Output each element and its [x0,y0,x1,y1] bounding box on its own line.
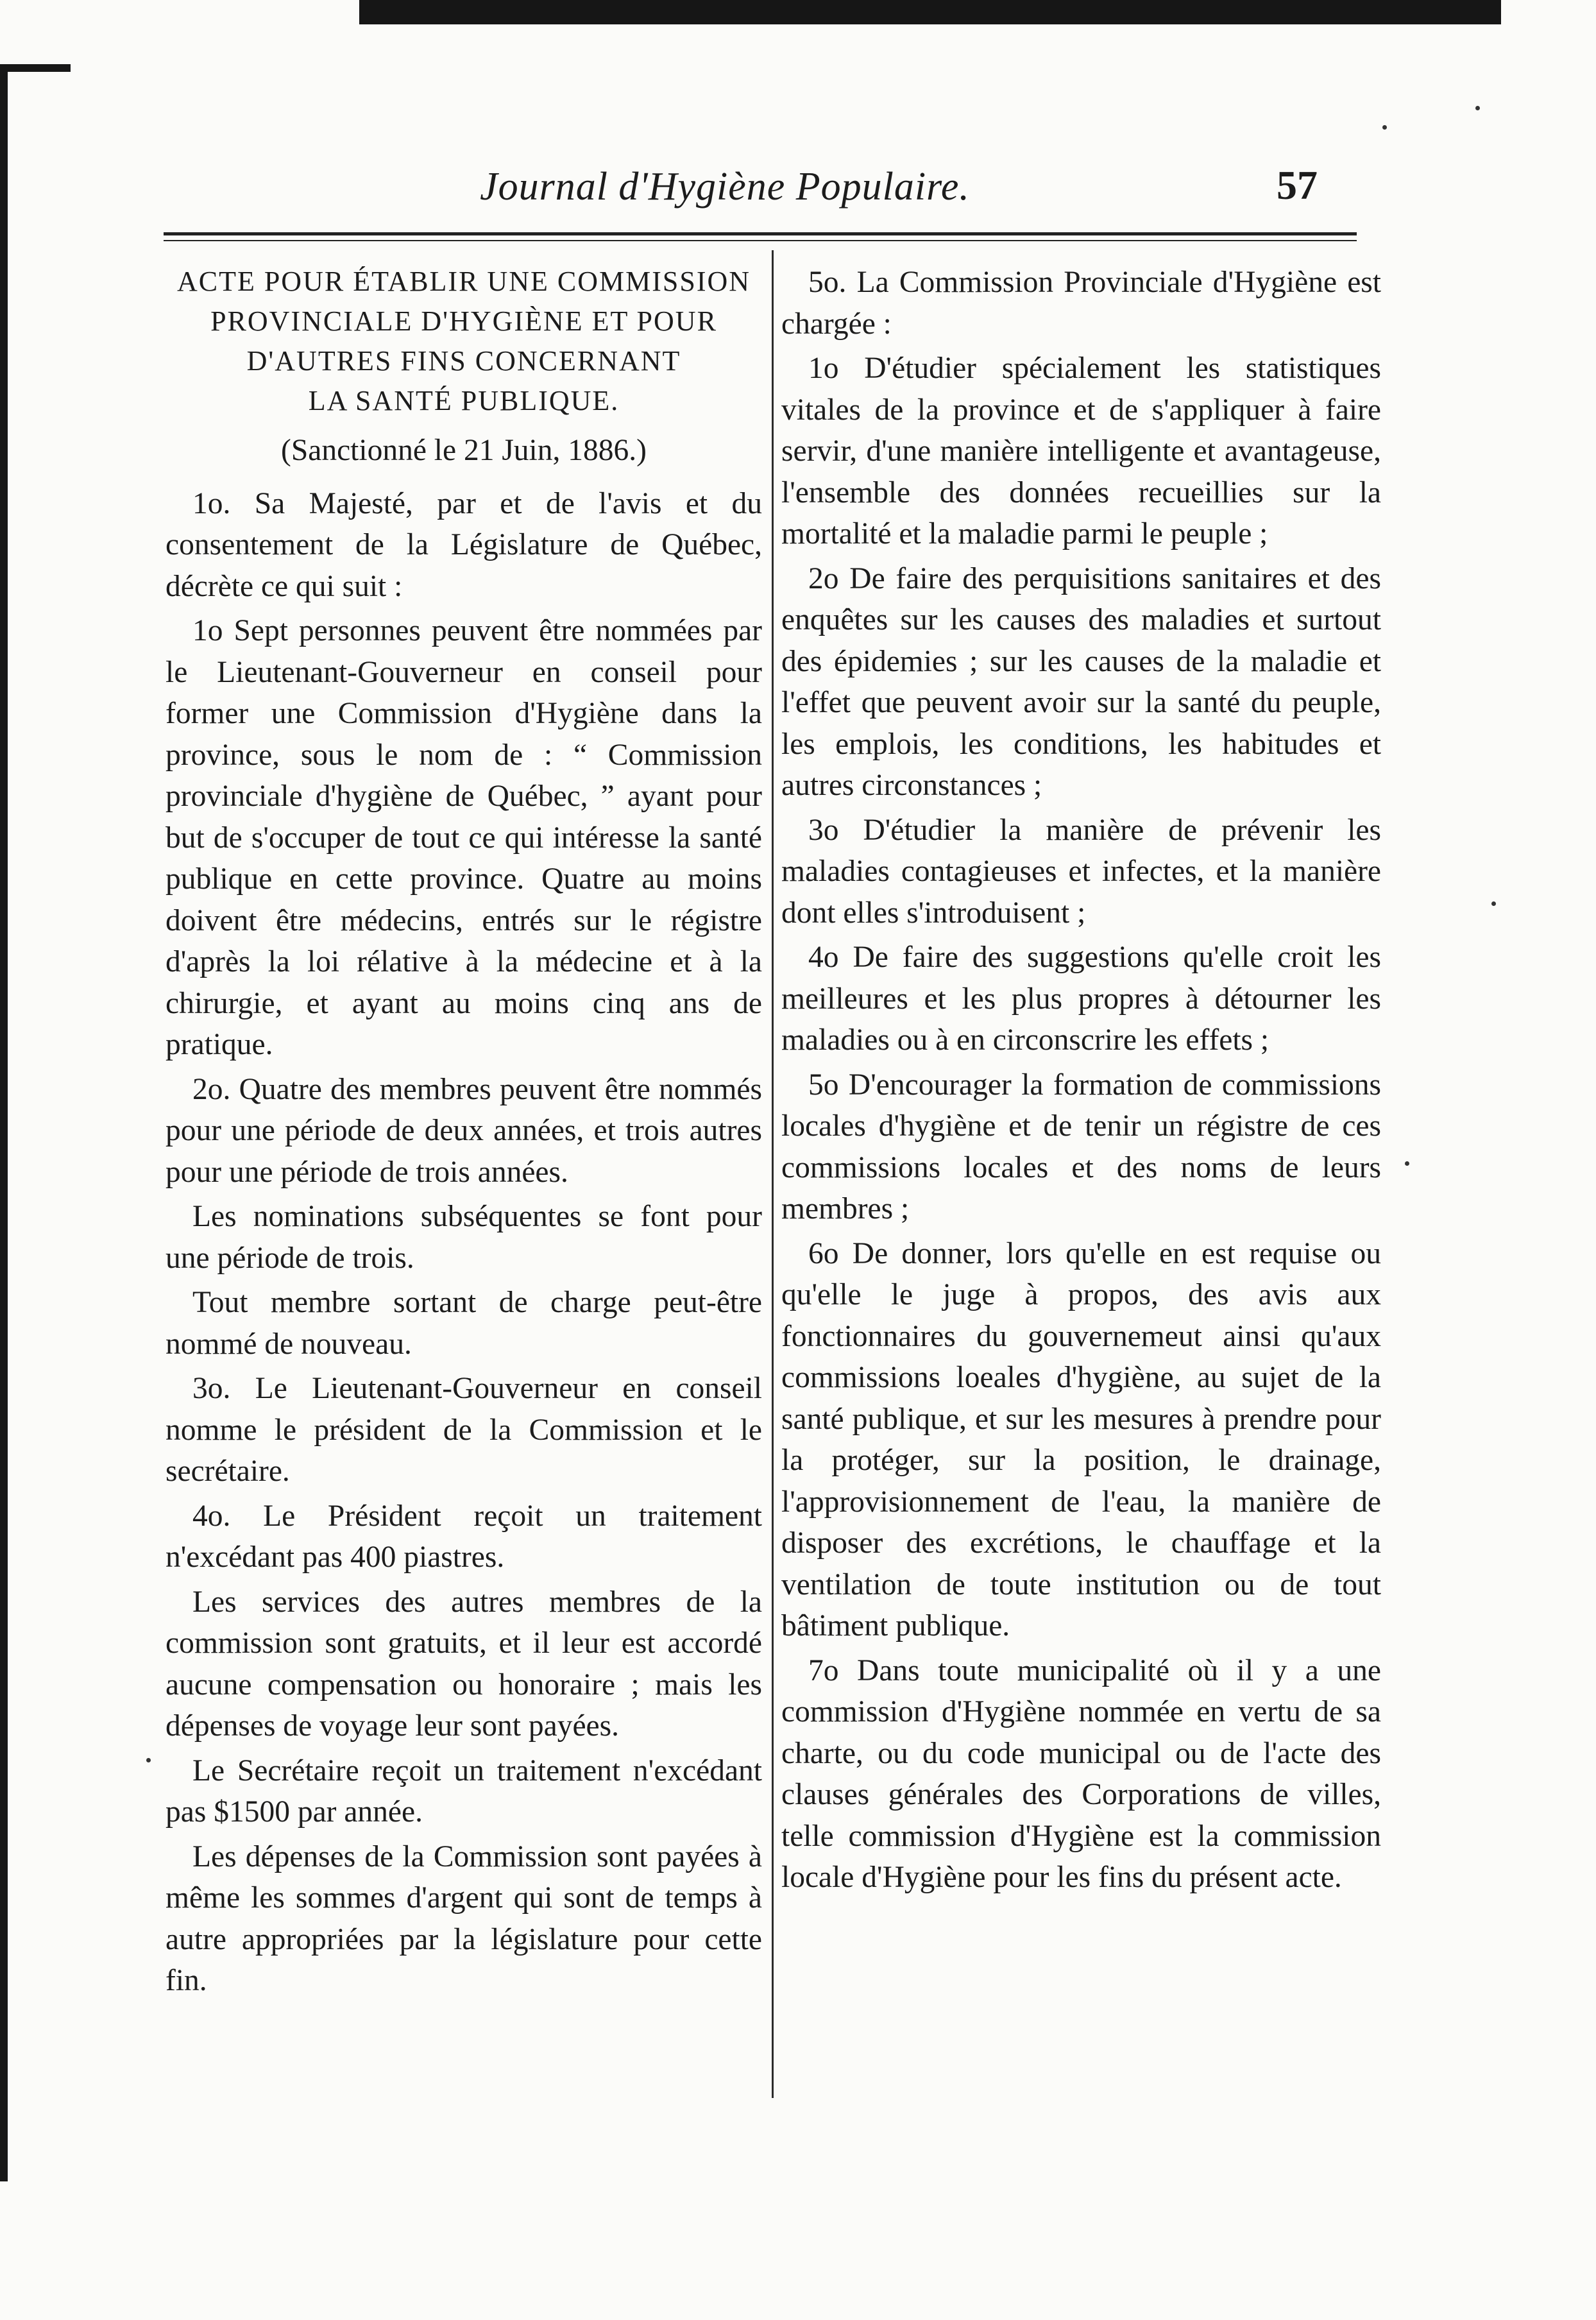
scan-speck [146,1758,151,1762]
left-column [166,262,762,2005]
right-column [781,262,1381,1902]
paragraph: 2o De faire des perquisitions sanitaires et des enquêtes sur les causes des maladies et surtout des épidemies ; sur les causes de la maladie et l'effet que peuvent avoir sur la santé du peuple, les emplois, les conditions, les habitudes et autres circonstances ; [781,561,1381,802]
paragraph: 3o D'étudier la manière de prévenir les maladies contagieuses et infectes, et la manière dont elles s'introduisent ; [781,813,1381,930]
scan-speck [1475,106,1480,110]
paragraph: 1o D'étudier spécialement les statistiques vitales de la province et de s'appliquer à faire servir, d'une manière intelligente et avantageuse, l'ensemble des données recueillies sur la mortalité et la maladie parmi le peuple ; [781,352,1381,550]
page-number: 57 [1277,162,1318,208]
paragraph: 1o Sept personnes peuvent être nommées par le Lieutenant-Gouverneur en conseil pour former une Commission d'Hygiène dans la province, sous le nom de : “ Commission provinciale d'hygiène de Québec, ” ayant pour but de s'occuper de tout ce qui intéresse la santé publique en cette province. Quatre au moins doivent être médecins, entrés sur le régistre d'après la loi rélative à la médecine et à la chirurgie, et ayant au moins cinq ans de pratique. [166,614,762,1061]
paragraph: Les services des autres membres de la commission sont gratuits, et il leur est accordé aucune compensation ou honoraire ; mais les dépenses de voyage leur sont payées. [166,1585,762,1743]
header-rule-thin [164,240,1357,241]
act-title-line: PROVINCIALE D'HYGIÈNE ET POUR [210,305,717,337]
paragraph: Tout membre sortant de charge peut-être nommé de nouveau. [166,1286,762,1361]
paragraph: 5o. La Commission Provinciale d'Hygiène est chargée : [781,266,1381,341]
scan-left-border-tick [0,64,71,72]
paragraph: 4o De faire des suggestions qu'elle croit les meilleures et les plus propres à détourner les maladies ou à en circonscrire les effets ; [781,941,1381,1057]
paragraph: 5o D'encourager la formation de commissions locales d'hygiène et de tenir un régistre de ces commissions locales et des noms de leurs membres ; [781,1068,1381,1225]
paragraph: 3o. Le Lieutenant-Gouverneur en conseil nomme le président de la Commission et le secrétaire. [166,1372,762,1488]
act-title-line: ACTE POUR ÉTABLIR UNE COMMISSION [176,266,751,297]
act-title-line: LA SANTÉ PUBLIQUE. [308,385,620,416]
scan-speck [1405,1161,1409,1166]
paragraph: 1o. Sa Majesté, par et de l'avis et du consentement de la Législature de Québec, décrète ce qui suit : [166,486,762,603]
paragraph: Le Secrétaire reçoit un traitement n'excédant pas $1500 par année. [166,1753,762,1829]
act-title-line: D'AUTRES FINS CONCERNANT [246,345,681,377]
paragraph: 4o. Le Président reçoit un traitement n'excédant pas 400 piastres. [166,1499,762,1574]
paragraph: 6o De donner, lors qu'elle en est requise ou qu'elle le juge à propos, des avis aux fonctionnaires du gouvernemeut ainsi qu'aux commissions loeales d'hygiène, au sujet de la santé publique, et sur les mesures à prendre pour la protéger, sur la position, le drainage, l'approvisionnement de l'eau, la manière de disposer des excrétions, le chauffage et la ventilation de toute institution ou de tout bâtiment publique. [781,1236,1381,1642]
sanction-date: (Sanctionné le 21 Juin, 1886.) [281,434,647,467]
header-rule-thick [164,232,1357,235]
paragraph: 2o. Quatre des membres peuvent être nommés pour une période de deux années, et trois autres pour une période de trois années. [166,1072,762,1189]
paragraph: Les dépenses de la Commission sont payées à même les sommes d'argent qui sont de temps à autre appropriées par la législature pour cette fin. [166,1839,762,1997]
column-divider [772,250,774,2098]
scan-speck [1491,901,1496,906]
paragraph: 7o Dans toute municipalité où il y a une commission d'Hygiène nommée en vertu de sa charte, ou du code municipal ou de l'acte des clauses générales des Corporations de villes, telle commission d'Hygiène est la commission locale d'Hygiène pour les fins du présent acte. [781,1653,1381,1894]
scan-top-border [359,0,1501,24]
journal-title: Journal d'Hygiène Populaire. [480,165,970,209]
scan-left-border [0,64,8,2181]
paragraph: Les nominations subséquentes se font pour une période de trois. [166,1200,762,1275]
act-title [166,262,762,421]
scan-speck [1382,125,1387,130]
